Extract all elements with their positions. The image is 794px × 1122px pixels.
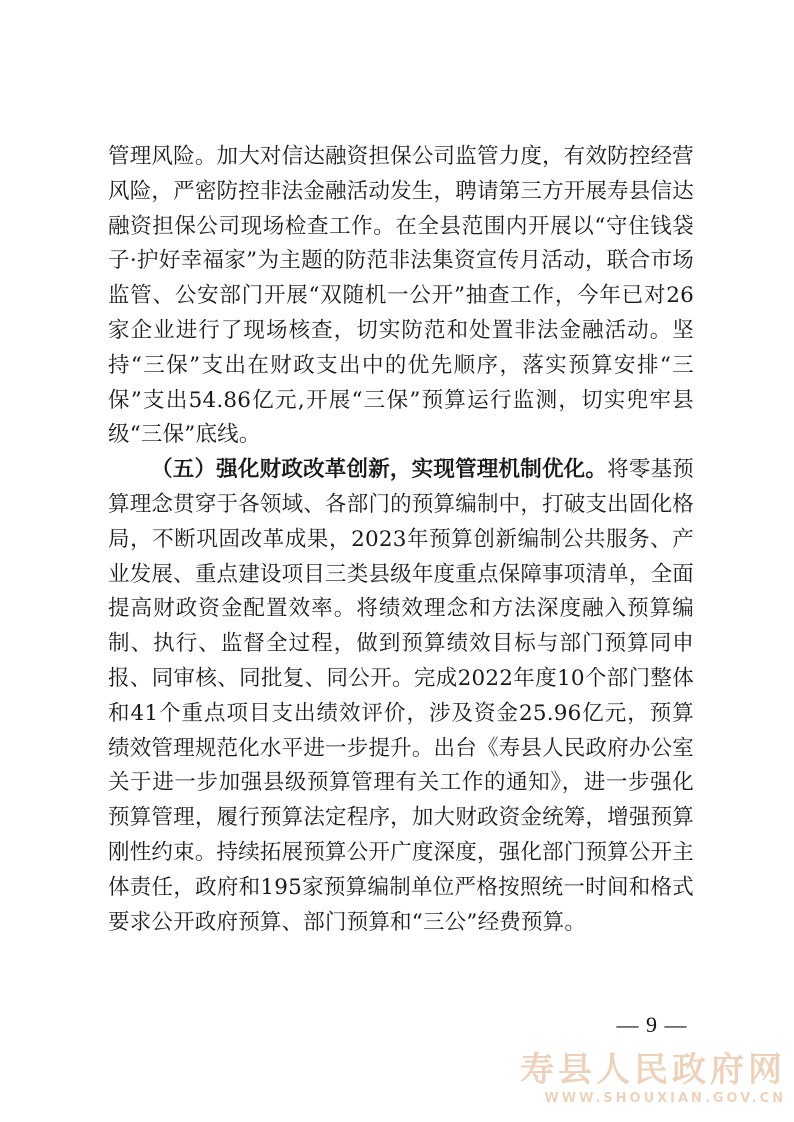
document-body	[108, 140, 694, 940]
section-body: 将零基预算理念贯穿于各领域、各部门的预算编制中，打破支出固化格局，不断巩固改革成果，2023年预算创新编制公共服务、产业发展、重点建设项目三类县级年度重点保障事项清单，全面提高财政资金配置效率。将绩效理念和方法深度融入预算编制、执行、监督全过程，做到预算绩效目标与部门预算同申报、同审核、同批复、同公开。完成2022年度10个部门整体和41个重点项目支出绩效评价，涉及资金25.96亿元，预算绩效管理规范化水平进一步提升。出台《寿县人民政府办公室关于进一步加强县级预算管理有关工作的通知》，进一步强化预算管理，履行预算法定程序，加大财政资金统筹，增强预算刚性约束。持续拓展预算公开广度深度，强化部门预算公开主体责任，政府和195家预算编制单位严格按照统一时间和格式要求公开政府预算、部门预算和“三公”经费预算。	[108, 457, 695, 935]
watermark-title: 寿县人民政府网	[520, 1050, 786, 1090]
page-number: — 9 —	[616, 1012, 688, 1037]
paragraph-section-five	[108, 453, 694, 940]
section-heading: （五）强化财政改革创新，实现管理机制优化。	[151, 457, 608, 483]
watermark-url: WWW.SHOUXIAN.GOV.CN	[544, 1091, 786, 1106]
site-watermark	[516, 1050, 786, 1108]
paragraph-continuation: 管理风险。加大对信达融资担保公司监管力度，有效防控经营风险，严密防控非法金融活动发生，聘请第三方开展寿县信达融资担保公司现场检查工作。在全县范围内开展以“守住钱袋子·护好幸福家”为主题的防范非法集资宣传月活动，联合市场监管、公安部门开展“双随机一公开”抽查工作，今年已对26家企业进行了现场核查，切实防范和处置非法金融活动。坚持“三保”支出在财政支出中的优先顺序，落实预算安排“三保”支出54.86亿元,开展“三保”预算运行监测，切实兜牢县级“三保”底线。	[108, 144, 694, 448]
